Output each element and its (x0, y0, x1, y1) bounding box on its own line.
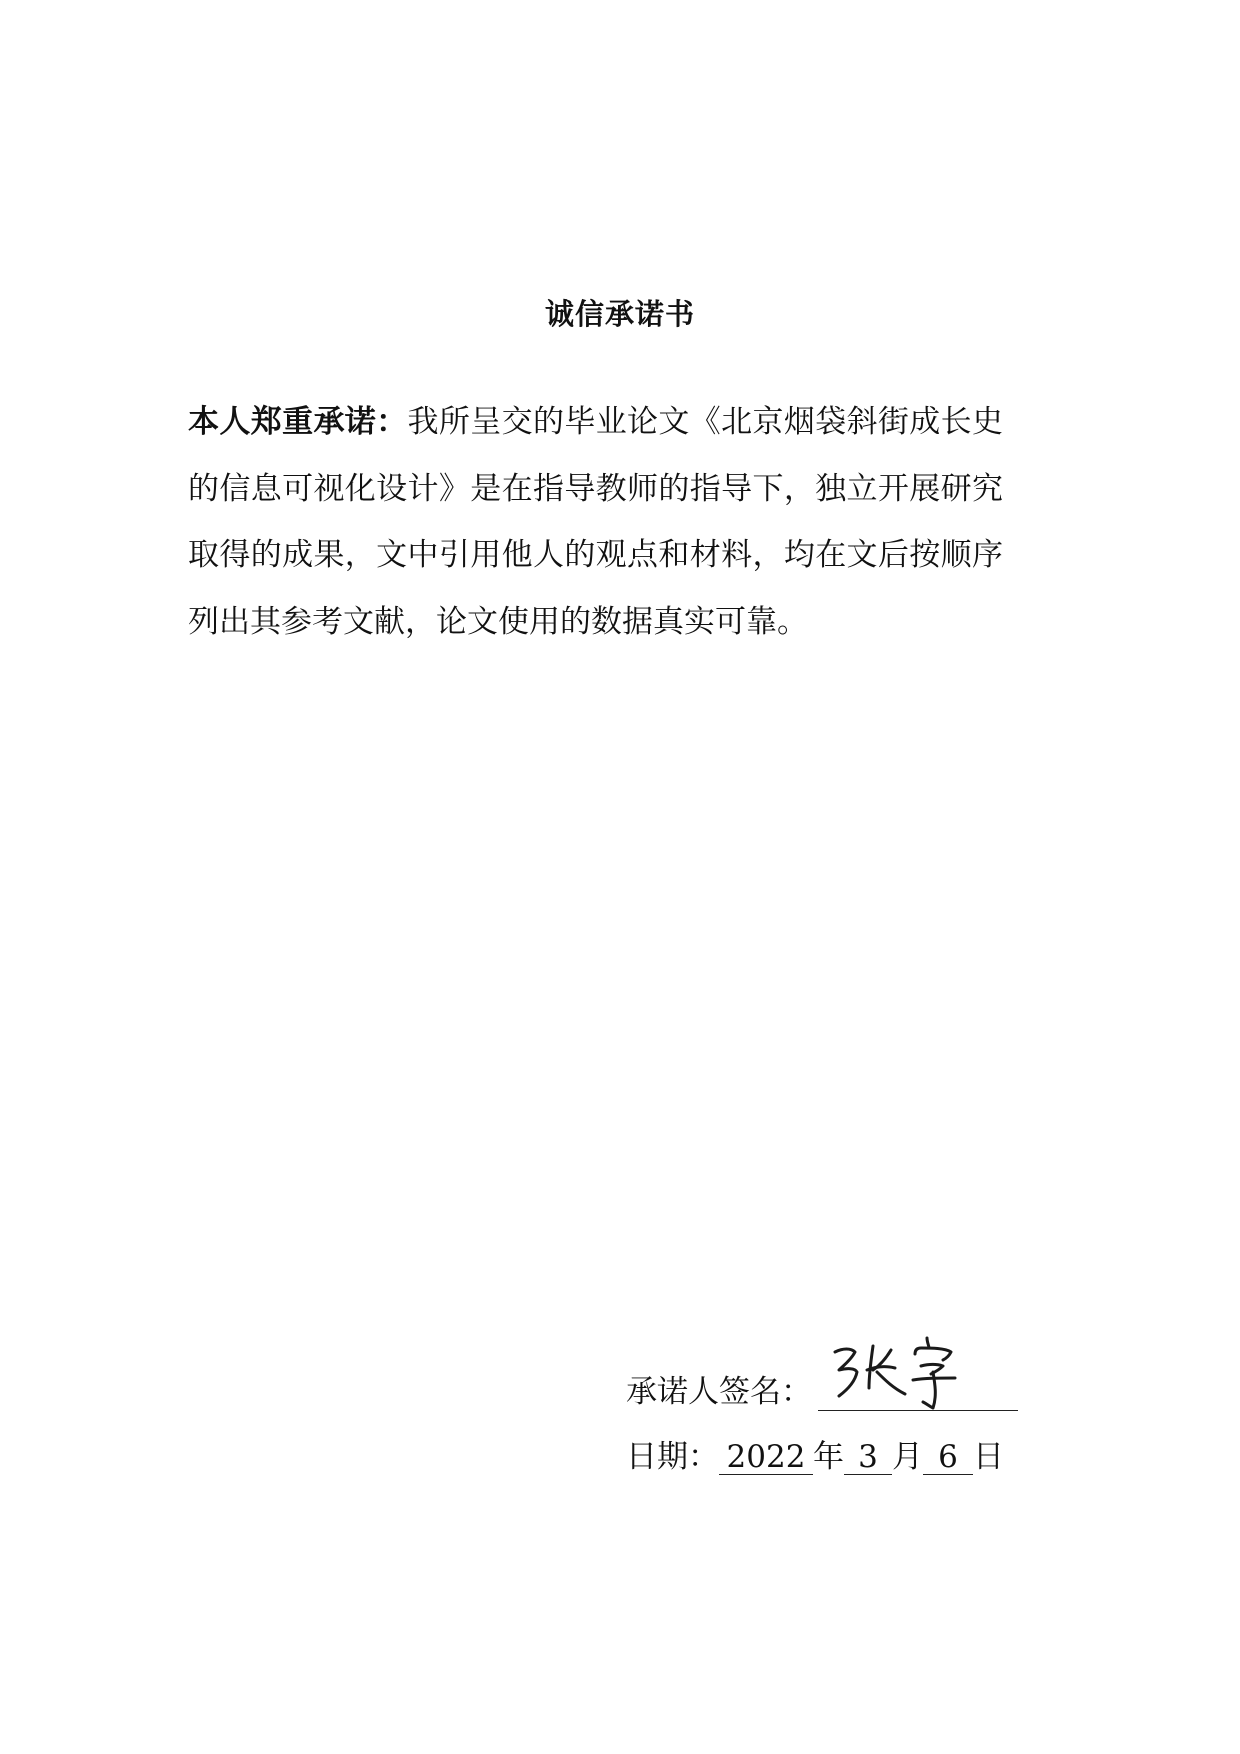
signature-label: 承诺人签名： (626, 1374, 812, 1410)
document-title: 诚信承诺书 (544, 297, 695, 331)
pledge-body: 我所呈交的毕业论文《北京烟袋斜街成长史的信息可视化设计》是在指导教师的指导下，独立开展研究取得的成果，文中引用他人的观点和材料，均在文后按顺序列出其参考文献，论文使用的数据真实可靠。 (188, 404, 1004, 640)
pledge-paragraph (188, 389, 1003, 655)
handwritten-signature (821, 1326, 971, 1416)
pledge-lead: 本人郑重承诺： (188, 404, 408, 440)
signature-underline (818, 1410, 1018, 1411)
date-row (626, 1437, 1004, 1477)
date-year: 2022 (719, 1440, 813, 1475)
date-day: 6 (923, 1440, 973, 1475)
date-day-unit: 日 (973, 1439, 1004, 1475)
date-month-unit: 月 (892, 1439, 923, 1475)
date-month: 3 (844, 1440, 892, 1475)
date-year-unit: 年 (813, 1439, 844, 1475)
date-label: 日期： (626, 1439, 719, 1475)
